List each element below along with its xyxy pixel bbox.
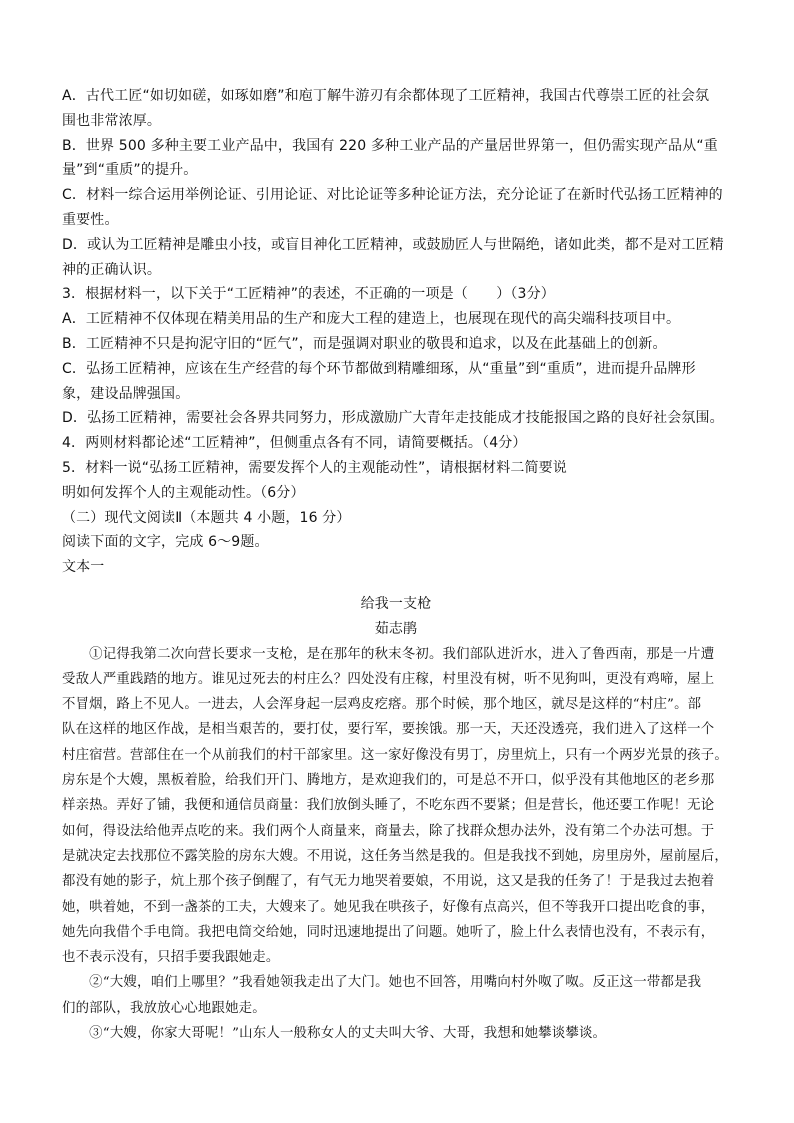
question-line: C．弘扬工匠精神，应该在生产经营的每个环节都做到精雕细琢，从“重量”到“重质”，进而提升品牌形 xyxy=(62,360,696,377)
question-line: B．世界 500 多种主要工业产品中，我国有 220 多种工业产品的产量居世界第一，但仍需实现产品从“重 xyxy=(62,137,718,154)
question-section xyxy=(62,84,730,580)
question-line: 5．材料一说“弘扬工匠精神，需要发挥个人的主观能动性”，请根据材料二简要说 xyxy=(62,459,567,476)
question-line: A．工匠精神不仅体现在精美用品的生产和庞大工程的建造上，也展现在现代的高尖端科技项目中。 xyxy=(62,311,681,328)
story-line: 受敌人严重践踏的地方。谁见过死去的村庄么？四处没有庄稼，村里没有树，听不见狗叫，更没有鸡啼，屋上 xyxy=(62,671,715,687)
question-line: 量”到“重质”的提升。 xyxy=(62,162,198,179)
question-line: D．或认为工匠精神是雕虫小技，或盲目神化工匠精神，或鼓励匠人与世隔绝，诸如此类，都不是对工匠精 xyxy=(62,236,724,253)
question-line: 神的正确认识。 xyxy=(62,261,162,278)
question-line: B．工匠精神不只是拘泥守旧的“匠气”，而是强调对职业的敬畏和追求，以及在此基础上的创新。 xyxy=(62,335,667,352)
story-line: ②“大嫂，咱们上哪里？”我看她领我走出了大门。她也不回答，用嘴向村外呶了呶。反正这一带都是我 xyxy=(62,975,702,991)
story-line: 也不表示没有，只招手要我跟她走。 xyxy=(62,950,280,966)
question-line: 阅读下面的文字，完成 6～9题。 xyxy=(62,534,269,551)
question-line: 象，建设品牌强国。 xyxy=(62,385,190,402)
story-line: ①记得我第二次向营长要求一支枪，是在那年的秋末冬初。我们部队进沂水，进入了鲁西南，那是一片遭 xyxy=(62,646,715,662)
story-line: 不冒烟，路上不见人。一进去，人会浑身起一层鸡皮疙瘩。那个时候，那个地区，就尽是这样的“村庄”。部 xyxy=(62,697,702,713)
question-line: 3．根据材料一，以下关于“工匠精神”的表述，不正确的一项是（ ）（3分） xyxy=(62,286,555,303)
story-line: 村庄宿营。营部住在一个从前我们的村干部家里。这一家好像没有男丁，房里炕上，只有一个两岁光景的孩子。 xyxy=(62,747,728,763)
story-line: 们的部队，我放放心心地跟她走。 xyxy=(62,1000,266,1016)
story-line: 都没有她的影子，炕上那个孩子倒醒了，有气无力地哭着要娘，不用说，这又是我的任务了！于是我过去抱着 xyxy=(62,874,715,890)
question-line: 重要性。 xyxy=(62,211,119,228)
question-line: 文本一 xyxy=(62,559,105,576)
story-line: ③“大嫂，你家大哥呢！”山东人一般称女人的丈夫叫大爷、大哥，我想和她攀谈攀谈。 xyxy=(62,1025,607,1041)
question-line: 明如何发挥个人的主观能动性。（6分） xyxy=(62,484,305,501)
story-line: 如何，得设法给他弄点吃的来。我们两个人商量来，商量去，除了找群众想办法外，没有第二个办法可想。于 xyxy=(62,823,715,839)
story-line: 队在这样的地区作战，是相当艰苦的，要打仗，要行军，要挨饿。那一天，天还没透亮，我们进入了这样一个 xyxy=(62,722,715,738)
story-author: 茹志鹃 xyxy=(374,620,418,637)
question-line: 4．两则材料都论述“工匠精神”，但侧重点各有不同，请简要概括。（4分） xyxy=(62,435,527,452)
exam-page xyxy=(62,84,730,1046)
question-line: C．材料一综合运用举例论证、引用论证、对比论证等多种论证方法，充分论证了在新时代弘扬工匠精神的 xyxy=(62,187,723,204)
question-line: D．弘扬工匠精神，需要社会各界共同努力，形成激励广大青年走技能成才技能报国之路的良好社会氛围。 xyxy=(62,410,724,427)
story-title: 给我一支枪 xyxy=(360,595,432,612)
question-line: A．古代工匠“如切如磋，如琢如磨”和庖丁解牛游刃有余都体现了工匠精神，我国古代尊崇工匠的社会氛 xyxy=(62,88,710,104)
question-line: 围也非常浓厚。 xyxy=(62,112,162,129)
story-line: 是就决定去找那位不露笑脸的房东大嫂。不用说，这任务当然是我的。但是我找不到她，房里房外，屋前屋后， xyxy=(62,848,728,864)
story-line: 她先向我借个手电筒。我把电筒交给她，同时迅速地提出了问题。她听了，脸上什么表情也没有，不表示有， xyxy=(62,924,715,940)
story-line: 样亲热。弄好了铺，我便和通信员商量：我们放倒头睡了，不吃东西不要紧；但是营长，他还要工作呢！无论 xyxy=(62,798,715,814)
story-line: 她，哄着她，不到一盏茶的工夫，大嫂来了。她见我在哄孩子，好像有点高兴，但不等我开口提出吃食的事， xyxy=(62,899,715,915)
story-line: 房东是个大嫂，黑板着脸，给我们开门、腾地方，是欢迎我们的，可是总不开口，似乎没有其他地区的老乡那 xyxy=(62,773,715,789)
story-body xyxy=(62,642,730,1047)
question-line: （二）现代文阅读Ⅱ（本题共 4 小题，16 分） xyxy=(62,509,351,526)
